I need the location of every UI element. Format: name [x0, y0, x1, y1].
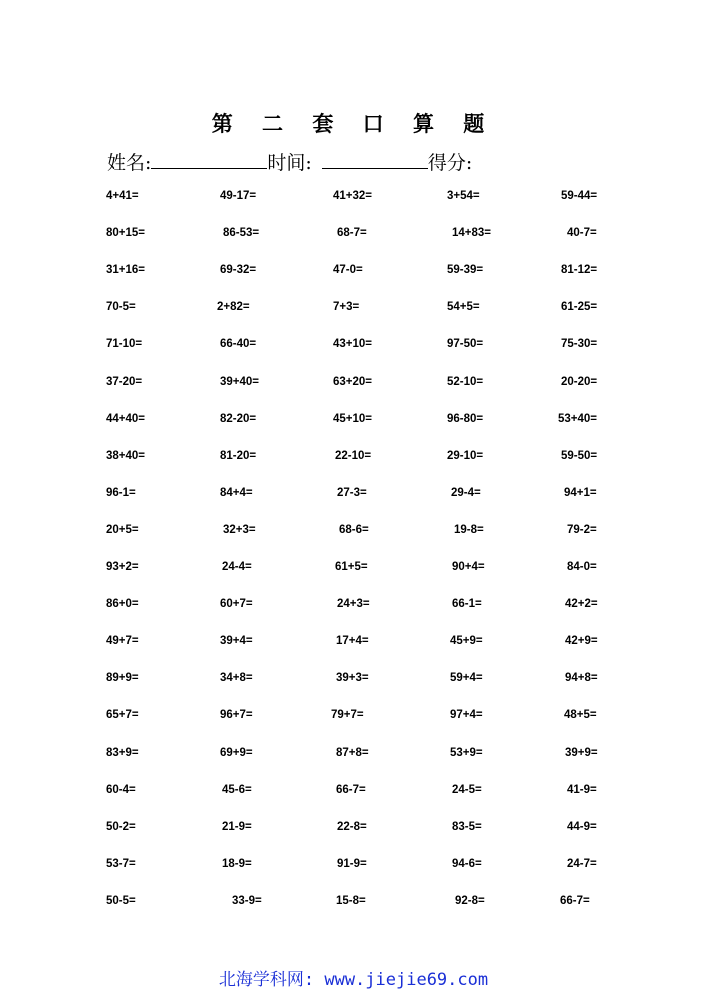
problem-item: 71-10=	[106, 338, 143, 351]
problem-item: 96-1=	[106, 486, 136, 499]
problem-item: 4+41=	[106, 190, 139, 202]
problem-item: 29-10=	[447, 449, 484, 462]
problem-item: 91-9=	[337, 857, 367, 870]
footer-website: 北海学科网: www.jiejie69.com	[218, 970, 489, 990]
problem-item: 27-3=	[337, 486, 367, 499]
problem-item: 53+9=	[450, 746, 483, 759]
problem-item: 66-7=	[336, 783, 366, 796]
problem-item: 18-9=	[222, 857, 252, 870]
problem-item: 15-8=	[336, 894, 366, 907]
score-label: 得分:	[427, 152, 473, 174]
problem-item: 44-9=	[567, 820, 597, 833]
problem-item: 38+40=	[106, 449, 146, 462]
problem-item: 96+7=	[220, 709, 253, 722]
problem-item: 61-25=	[561, 301, 598, 314]
problem-item: 66-7=	[560, 894, 590, 907]
time-label: 时间:	[267, 152, 312, 174]
problem-item: 92-8=	[455, 894, 485, 907]
problem-item: 69-32=	[220, 264, 257, 277]
problem-item: 61+5=	[335, 561, 368, 573]
problem-item: 66-40=	[220, 338, 257, 351]
problem-item: 50-2=	[106, 820, 136, 833]
problem-item: 40-7=	[567, 227, 597, 240]
problem-item: 96-80=	[447, 412, 484, 425]
problem-item: 68-6=	[339, 523, 369, 536]
name-blank[interactable]	[151, 146, 267, 169]
problem-item: 39+3=	[336, 672, 369, 685]
problem-item: 48+5=	[564, 709, 597, 722]
problem-item: 32+3=	[223, 523, 256, 536]
problem-item: 29-4=	[451, 486, 481, 499]
problem-item: 69+9=	[220, 746, 253, 759]
problem-item: 45+10=	[333, 412, 373, 425]
problem-item: 53-7=	[106, 857, 136, 870]
problem-item: 45+9=	[450, 635, 483, 648]
problem-item: 39+9=	[565, 746, 598, 759]
problem-item: 19-8=	[454, 523, 484, 536]
problem-item: 79+7=	[331, 709, 364, 722]
problem-item: 7+3=	[333, 301, 360, 314]
problem-item: 41+32=	[333, 190, 373, 202]
problem-item: 24-4=	[222, 561, 252, 573]
worksheet-title: 第 二 套 口 算 题	[211, 111, 496, 136]
problem-item: 90+4=	[452, 561, 485, 573]
problem-item: 45-6=	[222, 783, 252, 796]
problem-item: 81-12=	[561, 264, 598, 277]
problem-item: 82-20=	[220, 412, 257, 425]
name-label: 姓名:	[107, 152, 152, 174]
problem-item: 42+2=	[565, 598, 598, 611]
problem-item: 21-9=	[222, 820, 252, 833]
problem-item: 43+10=	[333, 338, 373, 351]
problem-item: 87+8=	[336, 746, 369, 759]
problem-item: 41-9=	[567, 783, 597, 796]
problem-item: 84+4=	[220, 486, 253, 499]
problem-item: 44+40=	[106, 412, 146, 425]
problem-item: 37-20=	[106, 375, 143, 388]
problem-item: 86-53=	[223, 227, 260, 240]
problem-item: 14+83=	[452, 227, 492, 240]
problem-item: 49+7=	[106, 635, 139, 648]
problem-item: 59-39=	[447, 264, 484, 277]
problem-item: 68-7=	[337, 227, 367, 240]
problem-item: 24+3=	[337, 598, 370, 611]
problem-item: 39+40=	[220, 375, 260, 388]
problem-item: 54+5=	[447, 301, 480, 314]
time-blank[interactable]	[322, 146, 428, 169]
problem-item: 2+82=	[217, 301, 250, 314]
problem-item: 52-10=	[447, 375, 484, 388]
problem-item: 93+2=	[106, 561, 139, 573]
problem-item: 70-5=	[106, 301, 136, 314]
problem-item: 86+0=	[106, 598, 139, 611]
problem-item: 81-20=	[220, 449, 257, 462]
problem-item: 59-50=	[561, 449, 598, 462]
problem-item: 50-5=	[106, 894, 136, 907]
problem-item: 20+5=	[106, 523, 139, 536]
problem-item: 3+54=	[447, 190, 480, 202]
problem-item: 89+9=	[106, 672, 139, 685]
problem-item: 63+20=	[333, 375, 373, 388]
problem-item: 94+8=	[565, 672, 598, 685]
problem-item: 60-4=	[106, 783, 136, 796]
problem-item: 22-8=	[337, 820, 367, 833]
problem-item: 31+16=	[106, 264, 146, 277]
problem-item: 83-5=	[452, 820, 482, 833]
problem-item: 80+15=	[106, 227, 146, 240]
problem-item: 39+4=	[220, 635, 253, 648]
problem-item: 49-17=	[220, 190, 257, 202]
problem-item: 97-50=	[447, 338, 484, 351]
problem-item: 79-2=	[567, 523, 597, 536]
problem-item: 94+1=	[564, 486, 597, 499]
problem-item: 59-44=	[561, 190, 598, 202]
problem-item: 24-5=	[452, 783, 482, 796]
problem-item: 94-6=	[452, 857, 482, 870]
problem-item: 47-0=	[333, 264, 363, 277]
problem-item: 22-10=	[335, 449, 372, 462]
problem-item: 17+4=	[336, 635, 369, 648]
problem-item: 60+7=	[220, 598, 253, 611]
problem-item: 33-9=	[232, 894, 262, 907]
problem-item: 59+4=	[450, 672, 483, 685]
problem-item: 34+8=	[220, 672, 253, 685]
problem-item: 66-1=	[452, 598, 482, 611]
problem-item: 83+9=	[106, 746, 139, 759]
student-info-line	[107, 146, 472, 175]
problem-item: 65+7=	[106, 709, 139, 722]
problem-item: 75-30=	[561, 338, 598, 351]
problem-item: 84-0=	[567, 561, 597, 573]
problem-item: 20-20=	[561, 375, 598, 388]
problem-item: 53+40=	[558, 412, 598, 425]
problem-item: 97+4=	[450, 709, 483, 722]
problem-item: 42+9=	[565, 635, 598, 648]
problem-item: 24-7=	[567, 857, 597, 870]
